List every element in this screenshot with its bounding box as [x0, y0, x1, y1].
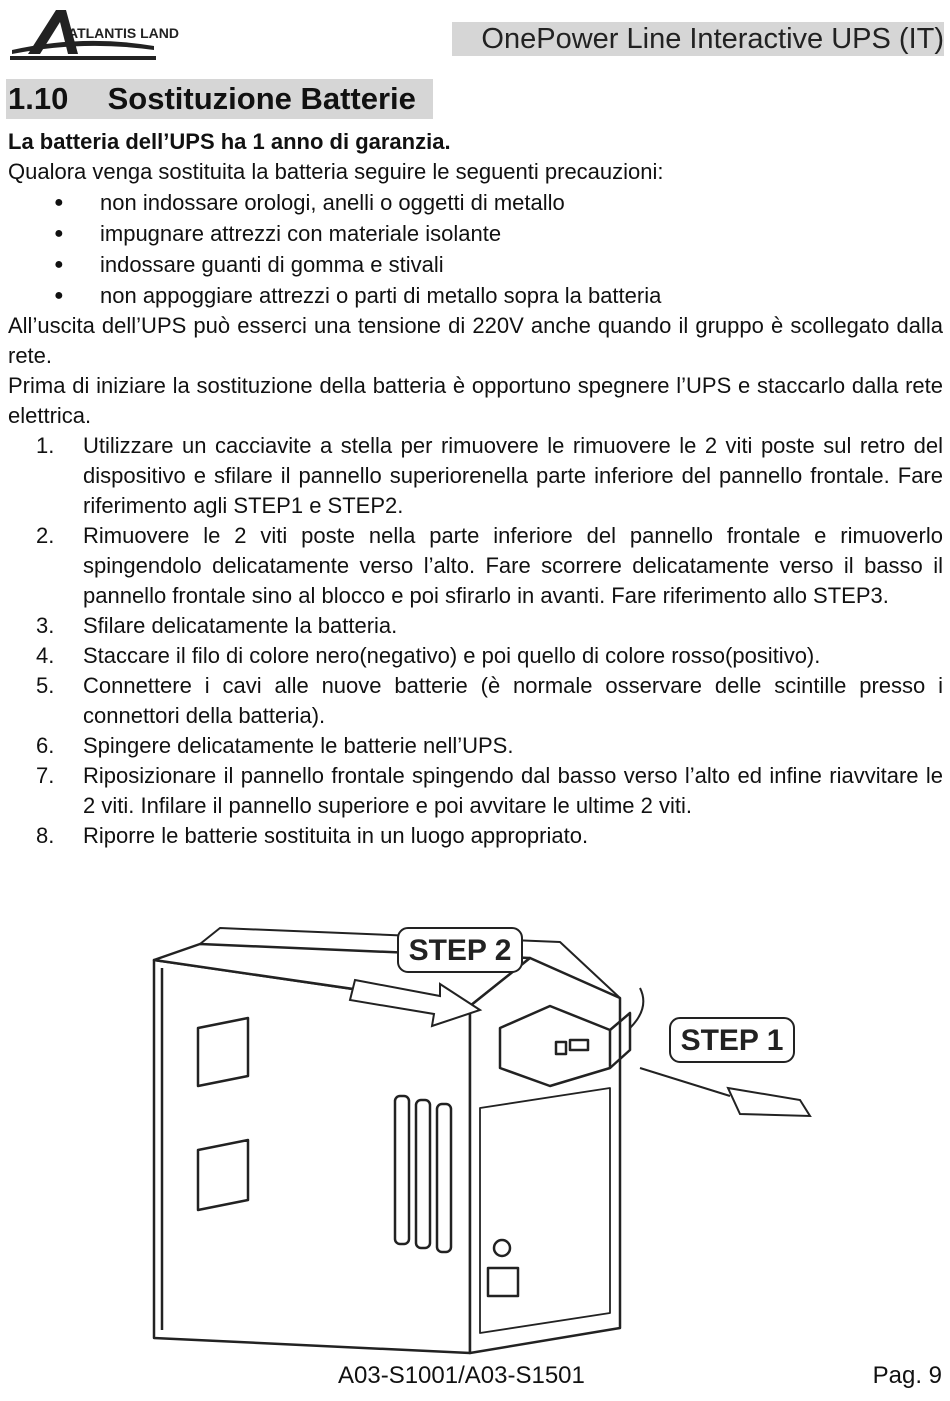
step-item: 5. Connettere i cavi alle nuove batterie (è normale osservare delle scintille presso i connettori della batteria).	[36, 673, 943, 728]
precautions-list	[8, 187, 943, 311]
step-item: 1. Utilizzare un cacciavite a stella per rimuovere le rimuovere le 2 viti poste sul retro del dispositivo e sfilare il pannello superiorenella parte inferiore del pannello frontale. Fare riferimento agli STEP1 e STEP2.	[36, 433, 943, 518]
step-item: 6. Spingere delicatamente le batterie nell’UPS.	[36, 733, 514, 758]
section-heading	[6, 79, 433, 119]
list-item: ● indossare guanti di gomma e stivali	[8, 249, 943, 280]
document-body	[8, 127, 943, 851]
bullet-icon: ●	[54, 287, 64, 304]
step-item: 2. Rimuovere le 2 viti poste nella parte inferiore del pannello frontale e rimuoverlo spingendolo delicatamente verso l’alto. Fare scorrere delicatamente verso il basso il pannello frontale sino al blocco e poi sfirarlo in avanti. Fare riferimento allo STEP3.	[36, 523, 943, 608]
ups-battery-replacement-illustration	[140, 918, 820, 1356]
warranty-note: La batteria dell’UPS ha 1 anno di garanzia.	[8, 129, 451, 154]
bullet-icon: ●	[54, 256, 64, 273]
step1-label: STEP 1	[680, 1024, 784, 1057]
step-item: 7. Riposizionare il pannello frontale spingendo dal basso verso l’alto ed infine riavvitare le 2 viti. Infilare il pannello superiore e poi avvitare le ultime 2 viti.	[36, 763, 943, 818]
step-item: 4. Staccare il filo di colore nero(negativo) e poi quello di colore rosso(positivo).	[36, 643, 821, 668]
logo-wordmark: ATLANTIS LAND	[68, 25, 179, 41]
list-item: ● non indossare orologi, anelli o oggetti di metallo	[8, 187, 943, 218]
model-codes: A03-S1001/A03-S1501	[338, 1362, 585, 1389]
list-item: ● non appoggiare attrezzi o parti di metallo sopra la batteria	[8, 280, 943, 311]
before-start-note: Prima di iniziare la sostituzione della batteria è opportuno spegnere l’UPS e staccarlo dalla rete elettrica.	[8, 373, 943, 428]
list-item: ● impugnare attrezzi con materiale isolante	[8, 218, 943, 249]
screwdriver-icon	[640, 1068, 810, 1116]
step2-label: STEP 2	[408, 934, 512, 967]
section-number: 1.10	[8, 81, 69, 116]
voltage-warning: All’uscita dell’UPS può esserci una tensione di 220V anche quando il gruppo è scollegato dalla rete.	[8, 313, 943, 368]
step-item: 3. Sfilare delicatamente la batteria.	[36, 613, 398, 638]
product-title: OnePower Line Interactive UPS (IT)	[452, 22, 944, 56]
bullet-icon: ●	[54, 194, 64, 211]
section-title: Sostituzione Batterie	[107, 81, 416, 116]
step-item: 8. Riporre le batterie sostituita in un luogo appropriato.	[36, 823, 589, 848]
atlantis-land-logo	[8, 4, 179, 66]
replacement-steps	[8, 431, 943, 851]
bullet-icon: ●	[54, 225, 64, 242]
page-number: Pag. 9	[872, 1362, 942, 1389]
precautions-intro: Qualora venga sostituita la batteria seguire le seguenti precauzioni:	[8, 159, 664, 184]
